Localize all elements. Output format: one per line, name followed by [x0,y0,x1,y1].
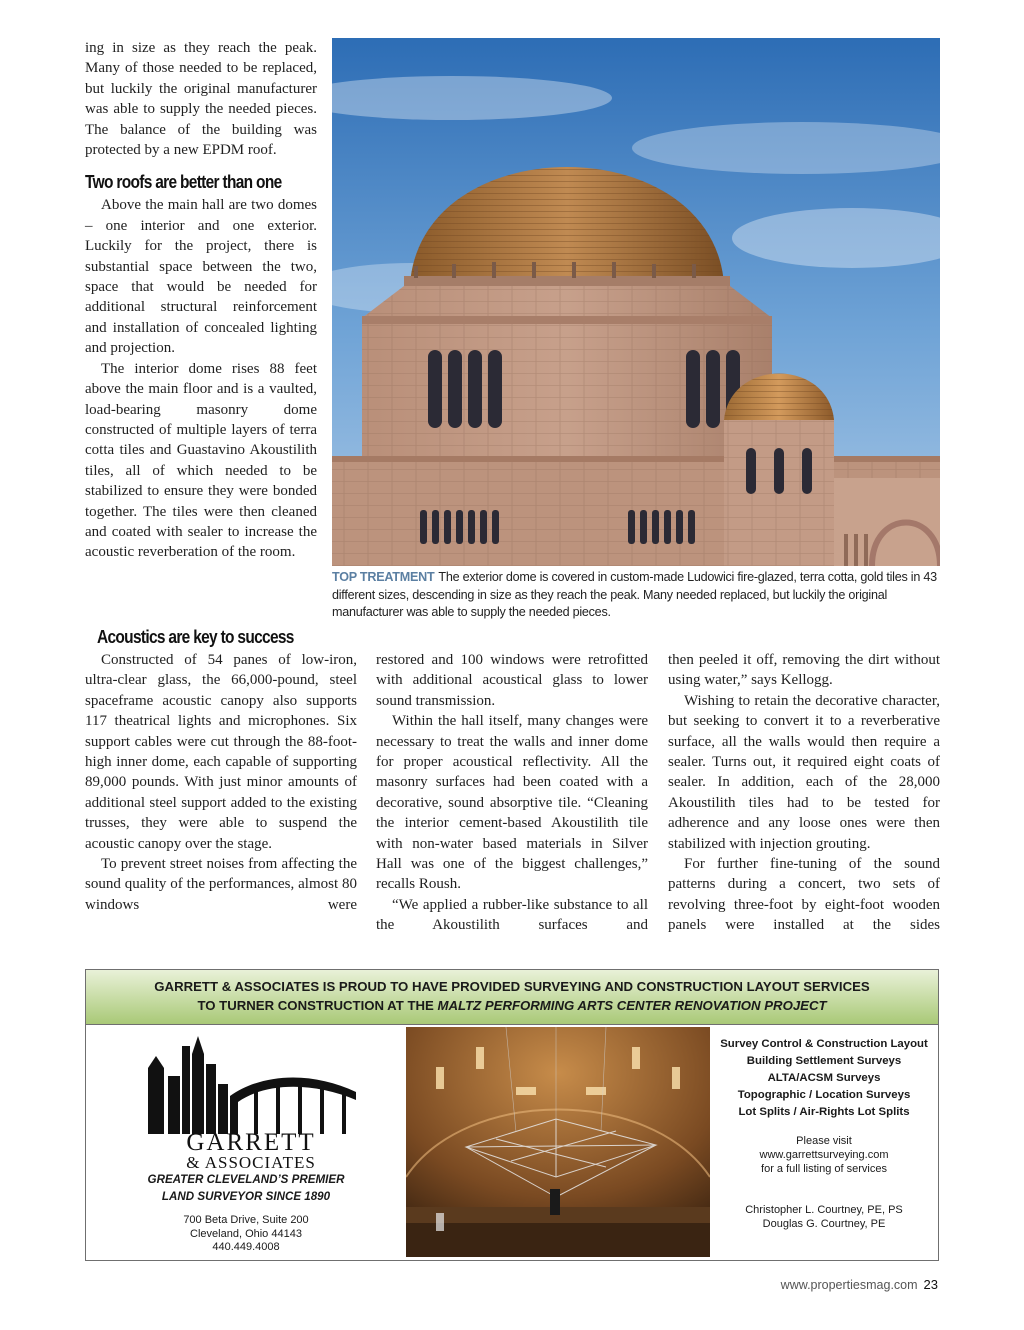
visit-info [708,1134,940,1176]
ad-header-line-1: GARRETT & ASSOCIATES IS PROUD TO HAVE PROVIDED SURVEYING AND CONSTRUCTION LAYOUT SERVICES [154,979,870,994]
service-item: ALTA/ACSM Surveys [767,1072,881,1084]
col1-paragraph-5: To prevent street noises from affecting the sound quality of the performances, almost 80 windows were [85,856,357,913]
principal-1: Christopher L. Courtney, PE, PS [745,1204,903,1216]
col3-paragraph-1: then peeled it off, removing the dirt without using water,” says Kellogg. [668,652,940,689]
principals [708,1203,940,1231]
address-line-2: Cleveland, Ohio 44143 [190,1227,302,1240]
principal-2: Douglas G. Courtney, PE [762,1218,886,1230]
col3-paragraph-2: Wishing to retain the decorative character, but seeking to convert it to a reverberative surface, all the walls would then require a sealer. Turns out, it required eight coats of sealer. In addition, each of the 28,000 Akoustilith tiles had to be tested for adherence and any loose ones were then stabilized with injection grouting. [668,692,940,852]
col2-paragraph-2: Within the hall itself, many changes were necessary to treat the walls and inner dome for proper acoustical reflectivity. All the masonry surfaces had been coated with a decorative, sound absorptive tile. “Cleaning the interior cement-based Akoustilith tile with non-water based materials in Silver Hall was one of the biggest challenges,” recalls Roush. [376,713,648,893]
column-2 [376,650,648,936]
col2-paragraph-3: “We applied a rubber-like substance to all the Akoustilith surfaces and [376,896,648,934]
col3-paragraph-3: For further fine-tuning of the sound patterns during a concert, two sets of revolving three-foot by eight-foot wooden panels were installed at the sides [668,856,940,934]
service-item: Building Settlement Surveys [746,1055,902,1067]
caption-lead: TOP TREATMENT [332,570,435,584]
ad-header-banner [86,970,938,1025]
garrett-skyline-logo [144,1036,364,1134]
col2-paragraph-1: restored and 100 windows were retrofitted with additional acoustical glass to lower sound transmission. [376,652,648,709]
ad-header-line-2-prefix: TO TURNER CONSTRUCTION AT THE [197,998,434,1013]
col1-paragraph-3: The interior dome rises 88 feet above the main floor and is a vaulted, load-bearing masonry dome constructed of multiple layers of terra cotta tiles and Guastavino Akoustilith tiles, all of which needed to be stabilized to ensure they were bonded together. The tiles were then cleaned and coated with sealer to increase the acoustic reverberation of the room. [85,360,317,561]
tagline-line-2: LAND SURVEYOR SINCE 1890 [161,1190,331,1203]
col1-paragraph-2: Above the main hall are two domes – one interior and one exterior. Luckily for the project, there is substantial space between the two, space that would be needed for additional structural reinforcement and installation of concealed lighting and projection. [85,197,317,357]
interior-dome-illustration [406,1027,710,1257]
service-item: Survey Control & Construction Layout [720,1038,928,1050]
logo-company-name: GARRETT [186,1129,316,1156]
ad-interior-photo [406,1027,710,1257]
garrett-advertisement [85,969,939,1261]
services-list [708,1036,940,1121]
phone-number: 440.449.4008 [212,1241,280,1253]
address-line-1: 700 Beta Drive, Suite 200 [183,1214,309,1226]
page-number: 23 [923,1277,938,1292]
column-1 [85,38,317,563]
col1-paragraph-4: Constructed of 54 panes of low-iron, ultra-clear glass, the 66,000-pound, steel spaceframe acoustic canopy also supports 117 theatrical lights and microphones. Six support cables were cut through the 88-foot-high inner dome, each capable of supporting 89,000 pounds. With just minor amounts of additional steel support added to the existing trusses, they were able to suspend the acoustic canopy over the stage. [85,652,357,852]
ad-address [86,1214,406,1255]
tagline-line-1: GREATER CLEVELAND’S PREMIER [147,1173,345,1186]
ad-header-line-2-project: MALTZ PERFORMING ARTS CENTER RENOVATION PROJECT [437,998,827,1013]
ad-tagline [86,1171,406,1205]
service-item: Topographic / Location Surveys [737,1089,911,1101]
page-footer [781,1277,938,1292]
dome-building-photo [332,38,940,566]
column-1-lower [85,650,357,915]
ad-header-line-2 [86,997,938,1015]
caption-text: The exterior dome is covered in custom-made Ludowici fire-glazed, terra cotta, gold tiles in 43 different sizes, descending in size as they reach the peak. Many needed replaced, but luckily the original manufacturer was able to supply the needed pieces. [332,570,937,619]
visit-line-3: for a full listing of services [761,1163,887,1175]
logo-company-sub: & ASSOCIATES [186,1153,316,1172]
website-link[interactable]: www.garrettsurveying.com [759,1149,889,1161]
col1-intro-paragraph: ing in size as they reach the peak. Many of those needed to be replaced, but luckily the original manufacturer was able to supply the needed pieces. The balance of the building was protected by a new EPDM roof. [85,40,317,159]
column-3 [668,650,940,936]
dome-building-illustration [332,38,940,566]
service-item: Lot Splits / Air-Rights Lot Splits [738,1106,910,1118]
footer-url[interactable]: www.propertiesmag.com [780,1278,918,1292]
photo-caption [332,569,944,622]
visit-line-1: Please visit [796,1135,852,1147]
heading-acoustics: Acoustics are key to success [97,627,294,647]
heading-two-roofs: Two roofs are better than one [85,172,282,193]
